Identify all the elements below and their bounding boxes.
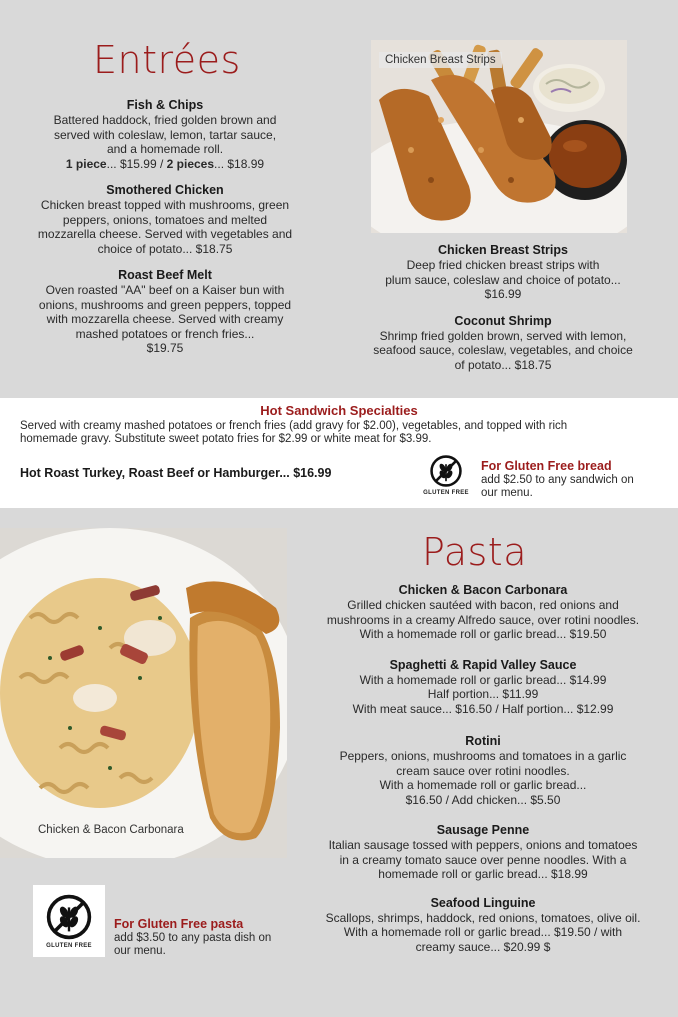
item-desc: $16.50 / Add chicken... $5.50 xyxy=(405,792,561,807)
item-desc: seafood sauce, coleslaw, vegetables, and choice xyxy=(373,343,633,357)
photo-caption: Chicken & Bacon Carbonara xyxy=(38,824,184,836)
gf-line: add $3.50 to any pasta dish on xyxy=(114,932,272,944)
hot-sandwich-description xyxy=(20,420,620,446)
menu-item xyxy=(20,183,310,256)
item-desc: served with coleslaw, lemon, tartar sauce, xyxy=(53,127,277,142)
menu-item xyxy=(20,268,310,356)
item-desc: With a homemade roll or garlic bread... $19.50 xyxy=(359,627,607,641)
item-desc: Chicken breast topped with mushrooms, green xyxy=(40,198,290,212)
item-desc: homemade roll or garlic bread... $18.99 xyxy=(378,867,588,881)
item-name: Seafood Linguine xyxy=(430,895,536,910)
menu-item xyxy=(305,823,661,882)
item-desc: With a homemade roll or garlic bread... $14.99 xyxy=(359,672,607,687)
pasta-column xyxy=(305,583,661,966)
item-desc: Battered haddock, fried golden brown and xyxy=(53,113,277,127)
badge-text: GLUTEN FREE xyxy=(46,943,92,949)
item-name: Sausage Penne xyxy=(436,823,530,837)
gf-line: our menu. xyxy=(114,945,166,957)
menu-item xyxy=(305,734,661,807)
item-desc: With a homemade roll or garlic bread... $19.50 / with xyxy=(343,925,623,939)
item-desc: plum sauce, coleslaw and choice of potato... xyxy=(385,272,621,287)
pasta-photo xyxy=(0,528,287,858)
hot-sandwich-item: Hot Roast Turkey, Roast Beef or Hamburger... $16.99 xyxy=(20,466,332,480)
item-desc: mozzarella cheese. Served with vegetables and xyxy=(37,227,293,241)
item-name: Chicken Breast Strips xyxy=(438,243,568,257)
menu-item xyxy=(305,658,661,717)
item-desc: Scallops, shrimps, haddock, red onions, tomatoes, olive oil. xyxy=(325,910,641,925)
item-desc: $16.99 xyxy=(484,287,522,301)
menu-item xyxy=(305,896,661,955)
hot-sandwich-title: Hot Sandwich Specialties xyxy=(260,403,418,418)
item-name: Coconut Shrimp xyxy=(454,313,552,328)
item-name: Smothered Chicken xyxy=(106,183,224,197)
item-desc: creamy sauce... $20.99 $ xyxy=(415,939,551,954)
price-value: ... $15.99 / xyxy=(106,156,167,171)
item-desc: Italian sausage tossed with peppers, onions and tomatoes xyxy=(328,838,638,852)
item-desc: of potato... $18.75 xyxy=(454,357,552,372)
entrees-heading: Entrées xyxy=(93,38,241,82)
pasta-section xyxy=(0,508,678,1017)
gluten-free-pasta-note xyxy=(114,917,304,958)
item-desc: in a creamy tomato sauce over penne noodles. With a xyxy=(339,852,627,867)
price-label: 2 pieces xyxy=(166,156,215,171)
item-name: Fish & Chips xyxy=(126,98,204,112)
desc-line: Served with creamy mashed potatoes or french fries (add gravy for $2.00), vegetables, and topped with rich xyxy=(20,420,568,432)
item-desc: choice of potato... $18.75 xyxy=(97,241,233,256)
item-desc: mushrooms in a creamy Alfredo sauce, over rotini noodles. xyxy=(326,612,640,627)
item-name: Spaghetti & Rapid Valley Sauce xyxy=(389,657,577,672)
pasta-heading: Pasta xyxy=(422,530,527,574)
gluten-free-badge xyxy=(423,448,469,502)
item-desc: Grilled chicken sautéed with bacon, red onions and xyxy=(347,598,619,612)
gf-line: add $2.50 to any sandwich on xyxy=(481,474,634,486)
chicken-strips-photo xyxy=(371,40,627,233)
menu-item xyxy=(356,243,650,302)
price-label: 1 piece xyxy=(65,156,107,171)
chicken-strips-illustration xyxy=(371,40,627,233)
desc-line: homemade gravy. Substitute sweet potato fries for $2.99 or white meat for $3.99. xyxy=(20,433,432,445)
gf-title: For Gluten Free pasta xyxy=(114,917,244,931)
gluten-free-badge xyxy=(33,885,105,957)
gluten-free-icon xyxy=(45,893,93,941)
item-desc: and a homemade roll. xyxy=(106,142,224,156)
item-desc: peppers, onions, tomatoes and melted xyxy=(62,212,268,227)
item-desc: Oven roasted "AA" beef on a Kaiser bun with xyxy=(45,283,285,297)
item-desc: Deep fried chicken breast strips with xyxy=(406,258,600,272)
menu-item xyxy=(305,583,661,642)
item-price xyxy=(20,157,310,172)
gf-title: For Gluten Free bread xyxy=(481,459,612,473)
hot-sandwich-section xyxy=(0,398,678,508)
gf-line: our menu. xyxy=(481,487,533,499)
item-name: Rotini xyxy=(465,734,501,748)
item-desc: mashed potatoes or french fries... xyxy=(75,326,255,341)
item-name: Chicken & Bacon Carbonara xyxy=(398,583,568,597)
price-value: ... $18.99 xyxy=(214,156,265,171)
item-desc: Shrimp fried golden brown, served with lemon, xyxy=(379,328,627,343)
item-desc: Half portion... $11.99 xyxy=(427,687,539,701)
gluten-free-bread-note xyxy=(481,459,661,500)
item-desc: Peppers, onions, mushrooms and tomatoes in a garlic xyxy=(339,749,627,763)
menu-item xyxy=(20,98,310,171)
badge-text: GLUTEN FREE xyxy=(423,490,469,496)
pasta-illustration xyxy=(0,528,287,858)
item-desc: $19.75 xyxy=(146,341,184,355)
entrees-section xyxy=(0,0,678,398)
item-name: Roast Beef Melt xyxy=(118,268,212,282)
gluten-free-icon xyxy=(429,454,463,488)
menu-item xyxy=(356,314,650,373)
entrees-left-column xyxy=(20,98,310,368)
item-desc: With meat sauce... $16.50 / Half portion... $12.99 xyxy=(352,701,614,716)
item-desc: cream sauce over rotini noodles. xyxy=(396,763,570,778)
item-desc: onions, mushrooms and green peppers, topped xyxy=(38,297,292,312)
entrees-right-column xyxy=(356,243,650,384)
item-desc: With a homemade roll or garlic bread... xyxy=(379,778,587,792)
item-desc: with mozzarella cheese. Served with creamy xyxy=(46,312,284,326)
photo-caption: Chicken Breast Strips xyxy=(379,52,502,68)
